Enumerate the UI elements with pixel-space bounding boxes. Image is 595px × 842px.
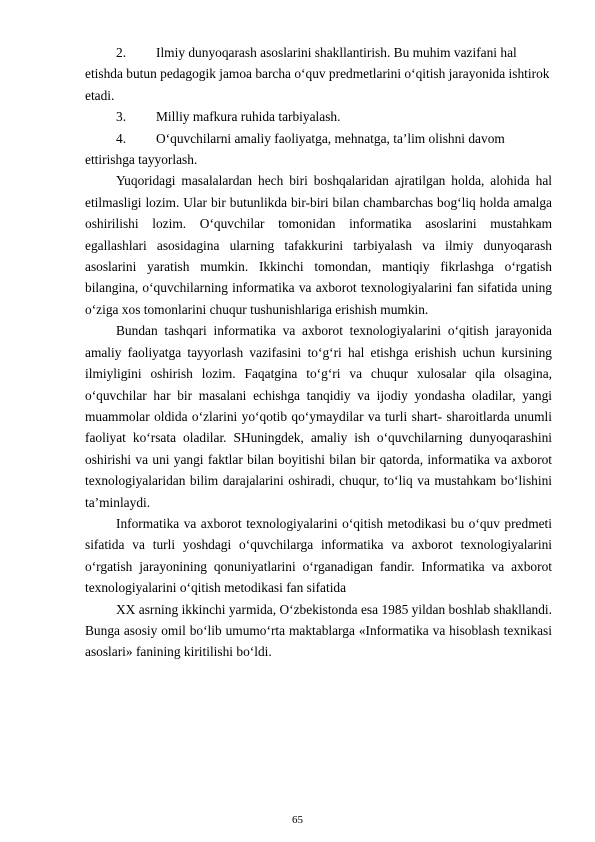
list-item-continuation: etishda butun pedagogik jamoa barcha o‘quv predmetlarini o‘qitish jarayonida ishtirok etadi. [85,66,550,103]
page-number: 65 [292,814,303,826]
body-paragraph: Informatika va axborot texnologiyalarini o‘qitish metodikasi bu o‘quv predmeti sifatida va turli yoshdagi o‘quvchilarga informatika va axborot texnologiyalarini o‘rgatish jarayonining qonuniyatlarini o‘rganadigan fandir. Informatika va axborot texnologiyalarini o‘qitish metodikasi fan sifatida [85,515,552,596]
list-item-number: 3. [116,109,127,125]
body-paragraph: XX asrning ikkinchi yarmida, O‘zbekistonda esa 1985 yildan boshlab shakllandi. Bunga asosiy omil bo‘lib umumo‘rta maktablarga «Informatika va hisoblash texnikasi asoslari» fanining kiritilishi bo‘ldi. [85,601,552,660]
list-item [85,128,552,171]
list-item [85,42,552,106]
page-body [85,42,552,663]
list-item-text: O‘quvchilarni amaliy faoliyatga, mehnatga, ta’lim olishni davom [156,130,505,146]
list-item [85,106,552,127]
body-paragraph: Yuqoridagi masalalardan hech biri boshqalaridan ajratilgan holda, alohida hal etilmasligi lozim. Ular bir butunlikda bir-biri bilan chambarchas bog‘liq holda amalga oshirilishi lozim. O‘quvchilar tomonidan informatika asoslarini mustahkam egallashlari asosidagina ularning tafakkurini tarbiyalash va ilmiy dunyoqarash asoslarini yaratish mumkin. Ikkinchi tomondan, mantiqiy fikrlashga o‘rgatish bilangina, o‘quvchilarning informatika va axborot texnologiyalarini fan sifatida uning o‘ziga xos tomonlarini chuqur tushunishlariga erishish mumkin. [85,173,552,317]
body-paragraph: Bundan tashqari informatika va axborot texnologiyalarini o‘qitish jarayonida amaliy faoliyatga tayyorlash vazifasini to‘g‘ri hal etishga erishish uchun kursining ilmiyligini oshirish lozim. Faqatgina to‘g‘ri va chuqur xulosalar qila olsagina, o‘quvchilar har bir masalani echishga tanqidiy va ijodiy yondasha oladilar, yangi muammolar oldida o‘zlarini yo‘qotib qo‘ymaydilar va turli shart- sharoitlarda unumli faoliyat ko‘rsata oladilar. SHuningdek, amaliy ish o‘quvchilarning dunyoqarashini oshirishi va uni yangi faktlar bilan boyitishi bilan bir qatorda, informatika va axborot texnologiyalaridan bilim darajalarini oshiradi, chuqur, to‘liq va mustahkam bo‘lishini ta’minlaydi. [85,323,552,510]
list-item-text: Ilmiy dunyoqarash asoslarini shakllantirish. Bu muhim vazifani hal [156,45,517,60]
list-item-continuation: ettirishga tayyorlash. [85,152,198,168]
list-item-number: 4. [116,130,127,146]
list-item-number: 2. [116,45,127,60]
list-item-text: Milliy mafkura ruhida tarbiyalash. [156,109,341,125]
